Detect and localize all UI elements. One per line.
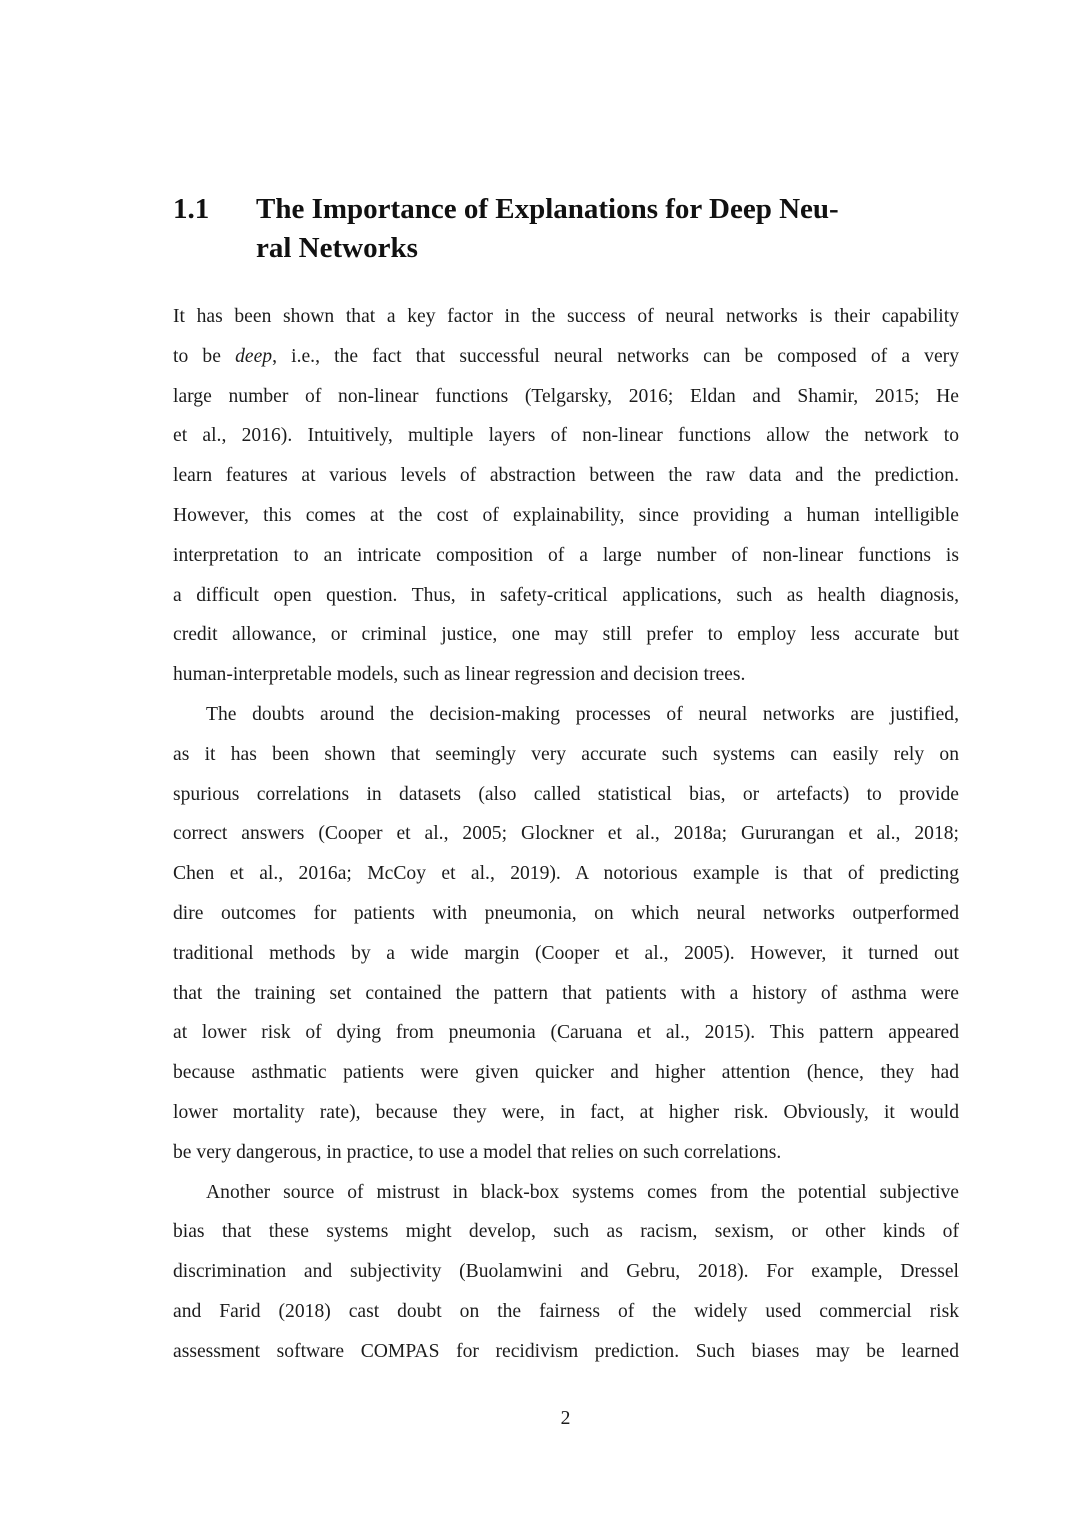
section-number: 1.1: [173, 193, 210, 225]
text-line: because asthmatic patients were given quicker and higher attention (hence, they had: [173, 1062, 959, 1084]
text-line: traditional methods by a wide margin (Cooper et al., 2005). However, it turned out: [173, 942, 959, 964]
text-line: It has been shown that a key factor in the success of neural networks is their capability: [173, 306, 959, 327]
text-line: credit allowance, or criminal justice, one may still prefer to employ less accurate but: [173, 624, 959, 646]
text-line: et al., 2016). Intuitively, multiple layers of non-linear functions allow the network to: [173, 425, 959, 447]
body-text: [173, 297, 959, 1372]
text-line: as it has been shown that seemingly very accurate such systems can easily rely on: [173, 743, 959, 765]
text-line: to be deep, i.e., the fact that successful neural networks can be composed of a very: [173, 345, 959, 367]
section-title-line: ral Networks: [256, 232, 418, 264]
text-line: lower mortality rate), because they were, in fact, at higher risk. Obviously, it would: [173, 1101, 959, 1123]
text-line: Chen et al., 2016a; McCoy et al., 2019). A notorious example is that of predicting: [173, 863, 959, 885]
text-line: interpretation to an intricate composition of a large number of non-linear functions is: [173, 544, 959, 566]
text-line: that the training set contained the pattern that patients with a history of asthma were: [173, 982, 959, 1004]
paragraph-2: [173, 695, 959, 1173]
paragraph-1: [173, 297, 959, 695]
text-line: learn features at various levels of abstraction between the raw data and the prediction.: [173, 465, 959, 487]
text-line: dire outcomes for patients with pneumonia, on which neural networks outperformed: [173, 902, 959, 924]
text-line: However, this comes at the cost of explainability, since providing a human intelligible: [173, 504, 959, 526]
text-line: at lower risk of dying from pneumonia (Caruana et al., 2015). This pattern appeared: [173, 1022, 959, 1044]
text-line: large number of non-linear functions (Telgarsky, 2016; Eldan and Shamir, 2015; He: [173, 385, 959, 407]
emphasis-deep: deep: [235, 345, 273, 367]
section-title-line: The Importance of Explanations for Deep Neu-: [256, 193, 839, 225]
text-line: bias that these systems might develop, such as racism, sexism, or other kinds of: [173, 1221, 959, 1243]
section-title: [256, 190, 976, 268]
text-line: be very dangerous, in practice, to use a model that relies on such correlations.: [173, 1141, 782, 1163]
text-line: correct answers (Cooper et al., 2005; Glockner et al., 2018a; Gururangan et al., 2018;: [173, 823, 959, 845]
text-line: spurious correlations in datasets (also called statistical bias, or artefacts) to provide: [173, 783, 959, 805]
page-number: 2: [560, 1408, 571, 1429]
text-line: Another source of mistrust in black-box systems comes from the potential subjective: [206, 1181, 959, 1203]
text-line: The doubts around the decision-making processes of neural networks are justified,: [206, 703, 959, 725]
text-line: assessment software COMPAS for recidivism prediction. Such biases may be learned: [173, 1340, 959, 1362]
text-line: a difficult open question. Thus, in safety-critical applications, such as health diagnosis,: [173, 584, 959, 606]
paragraph-3: [173, 1173, 959, 1372]
text-line: human-interpretable models, such as linear regression and decision trees.: [173, 664, 746, 686]
text-line: and Farid (2018) cast doubt on the fairness of the widely used commercial risk: [173, 1300, 959, 1322]
text-line: discrimination and subjectivity (Buolamwini and Gebru, 2018). For example, Dressel: [173, 1261, 959, 1283]
